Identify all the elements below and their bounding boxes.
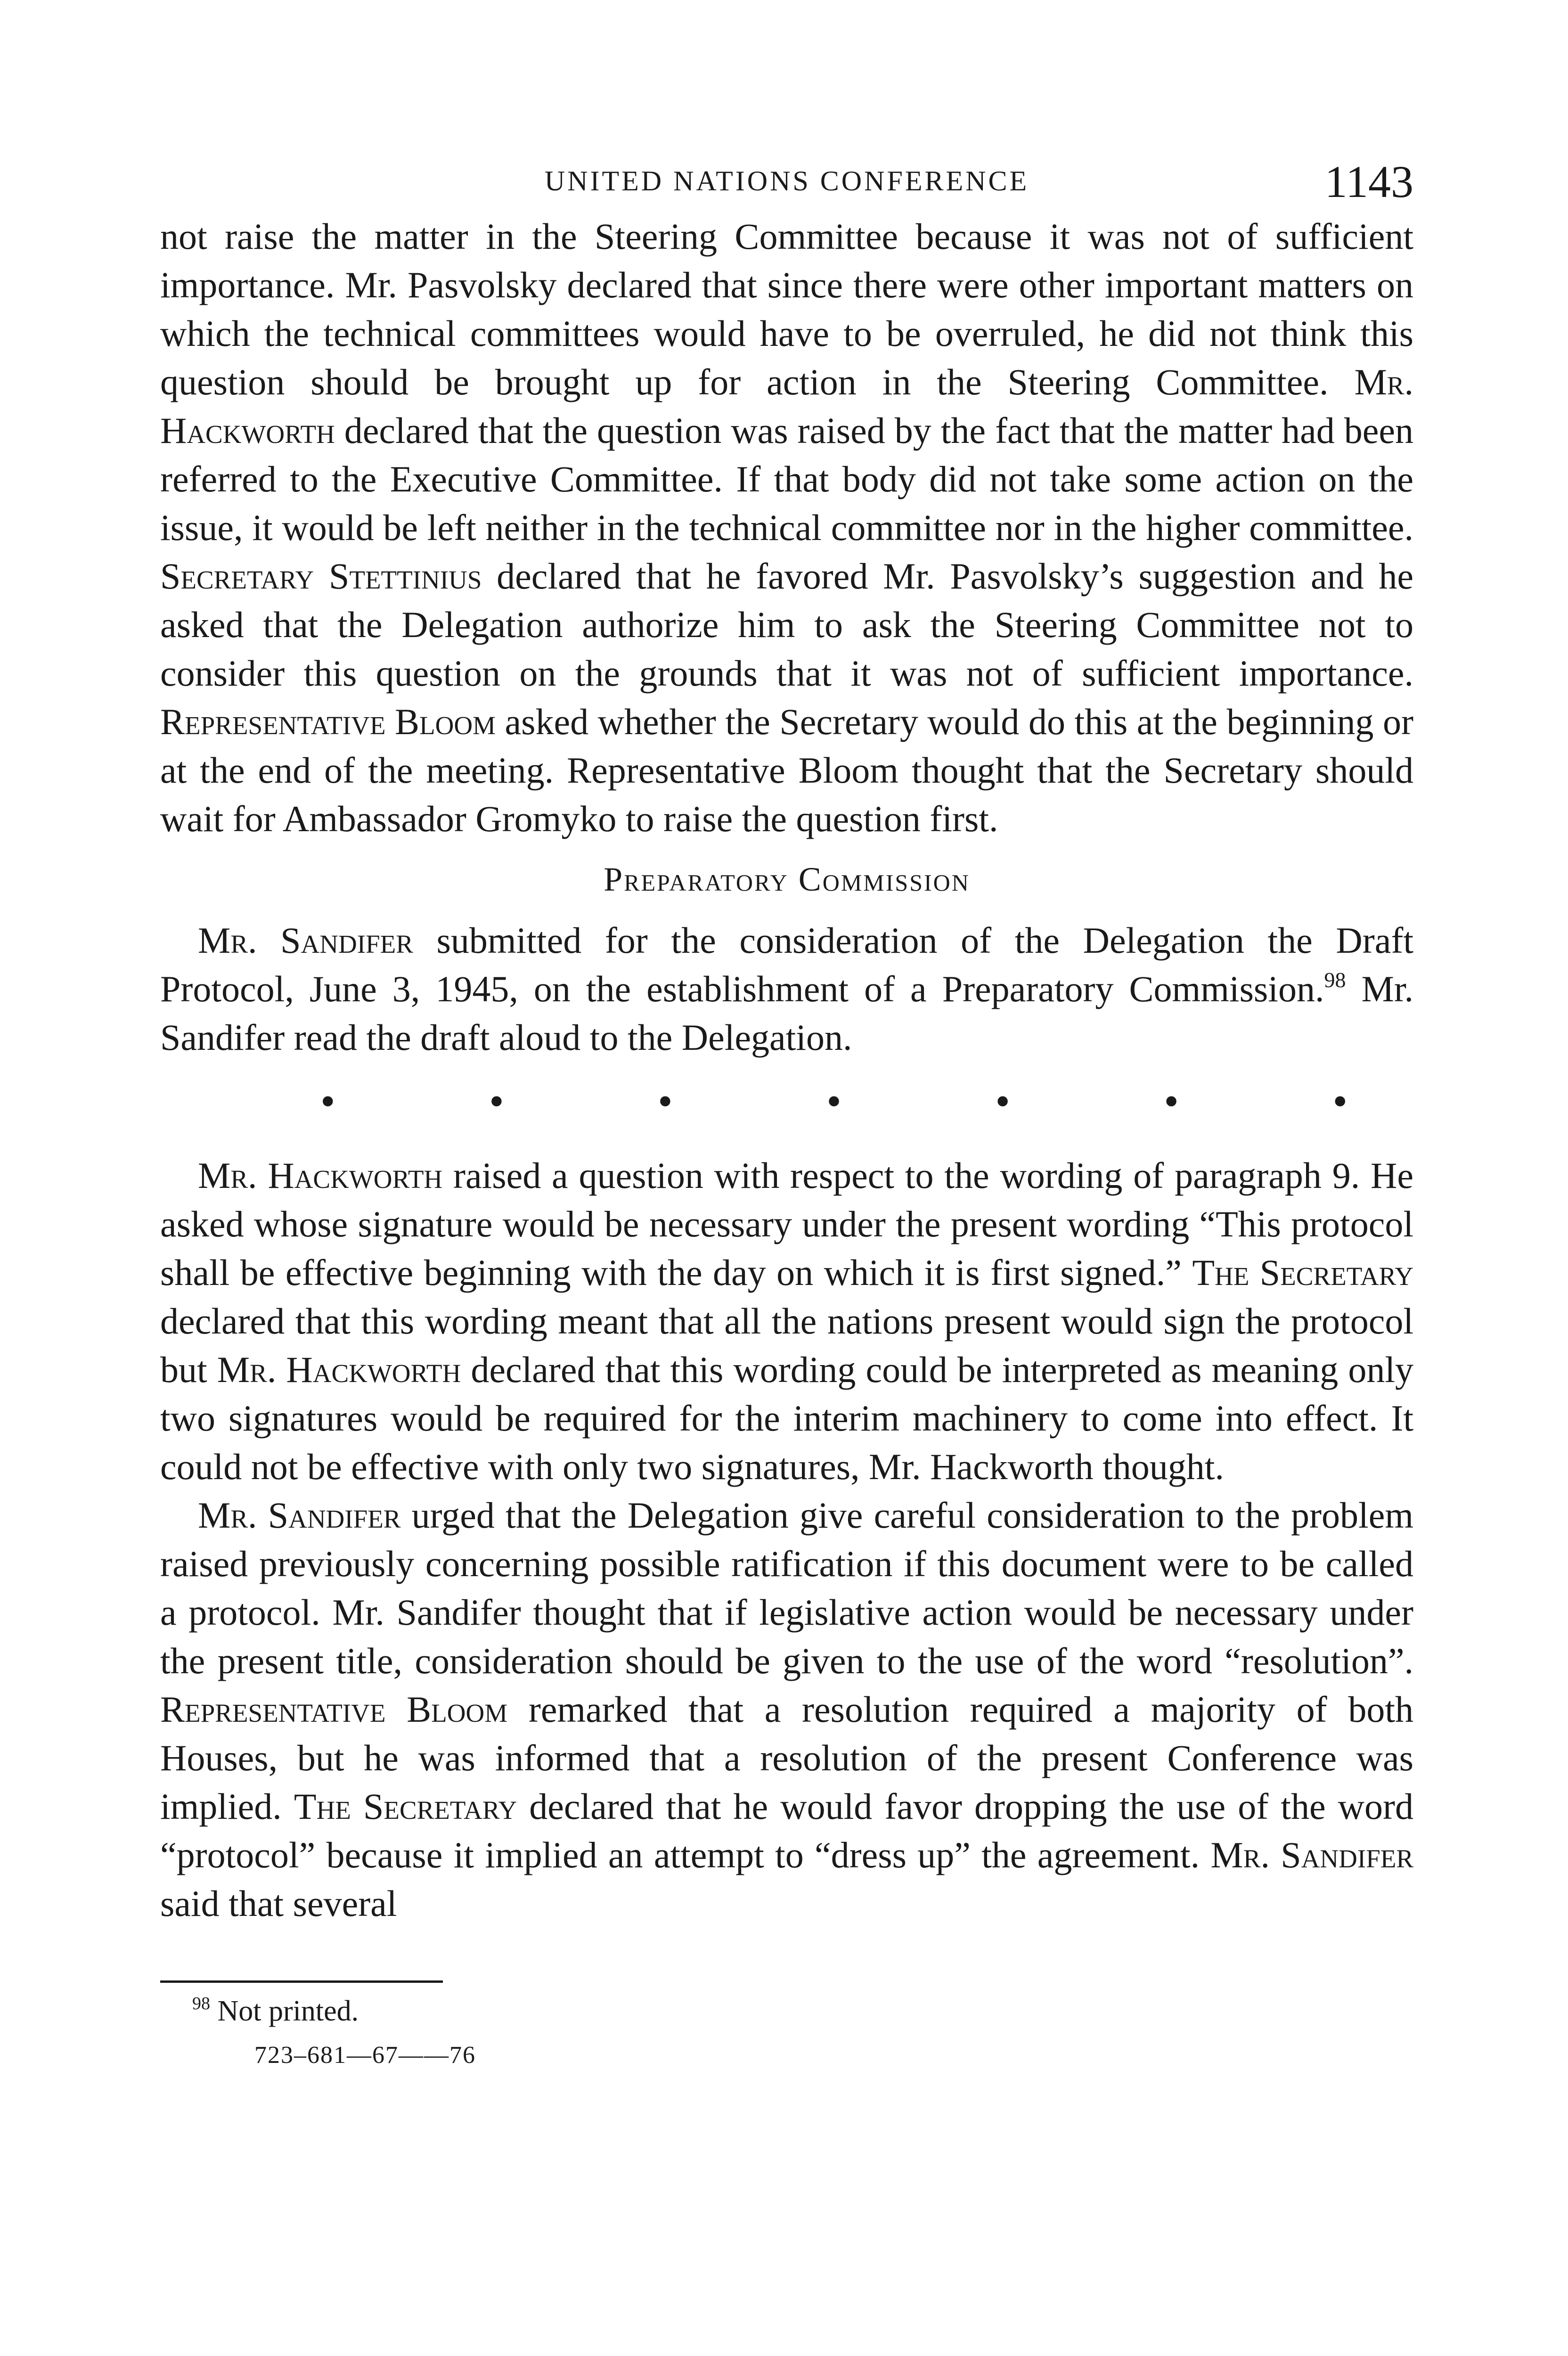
footnote	[160, 1992, 1413, 2030]
speaker-name: The Secretary	[1192, 1252, 1413, 1293]
section-heading: Preparatory Commission	[604, 860, 970, 898]
omission-dot: •	[489, 1078, 504, 1125]
omission-dot: •	[1164, 1078, 1179, 1125]
print-code: 723–681—67——76	[254, 2042, 476, 2069]
footnote-mark: 98	[192, 1994, 210, 2013]
running-head	[160, 155, 1413, 207]
text-run: remarked that a resolution required a majority of both Houses, but he was informed that a resolution of the present Conference was implied.	[160, 1689, 1413, 1827]
speaker-name: Mr. Sandifer	[1210, 1834, 1413, 1875]
paragraph-continued	[160, 212, 1413, 843]
speaker-name: Representative Bloom	[160, 701, 496, 742]
text-run: declared that this wording could be interpreted as meaning only two signatures would be required for the interim machinery to come into effect. It could not be effective with only two signatures, Mr. Hackworth thought.	[160, 1349, 1413, 1487]
footnote-text: Not printed.	[210, 1995, 359, 2027]
speaker-name: Mr. Hackworth	[160, 361, 1413, 451]
text-run: asked whether the Secretary would do this at the beginning or at the end of the meeting. Representative Bloom thought that the Secretary should wait for Ambassador Gromyko to raise the question first.	[160, 701, 1413, 839]
text-run: said that several	[160, 1883, 397, 1924]
speaker-name: Mr. Sandifer	[198, 1495, 401, 1536]
body-text	[160, 212, 1413, 1928]
footnote-rule	[160, 1980, 443, 1983]
omission-dot: •	[320, 1078, 335, 1125]
speaker-name: Representative Bloom	[160, 1689, 508, 1730]
paragraph	[160, 916, 1413, 1062]
paragraph	[160, 1151, 1413, 1491]
text-run: declared that he favored Mr. Pasvolsky’s suggestion and he asked that the Delegation authorize him to ask the Steering Committee not to consider this question on the grounds that it was not of sufficient importance.	[160, 556, 1413, 694]
speaker-name: The Secretary	[294, 1786, 517, 1827]
text-run: submitted for the consideration of the Delegation the Draft Protocol, June 3, 1945, on the establishment of a Preparatory Commission.	[160, 920, 1414, 1009]
omission-dot: •	[658, 1078, 673, 1125]
speaker-name: Mr. Hackworth	[217, 1349, 461, 1390]
text-run: declared that this wording meant that all the nations present would sign the protocol but	[160, 1301, 1413, 1390]
text-run: declared that the question was raised by the fact that the matter had been referred to the Executive Committee. If that body did not take some action on the issue, it would be left neither in the technical committee nor in the higher committee.	[160, 410, 1413, 548]
text-run: Mr. Sandifer read the draft aloud to the Delegation.	[160, 968, 1413, 1058]
page-number: 1143	[1324, 156, 1413, 207]
document-page	[160, 155, 1413, 2074]
footnote-reference: 98	[1324, 968, 1346, 992]
omission-dot: •	[826, 1078, 841, 1125]
speaker-name: Mr. Sandifer	[198, 920, 413, 961]
text-run: not raise the matter in the Steering Committee because it was not of sufficient importance. Mr. Pasvolsky declared that since there were other important matters on which the technical committees would have to be overruled, he did not think this question should be brought up for action in the Steering Committee.	[160, 216, 1413, 402]
omission-dots	[160, 1080, 1413, 1123]
text-run: urged that the Delegation give careful consideration to the problem raised previously concerning possible ratification if this document were to be called a protocol. Mr. Sandifer thought that if legislative action would be necessary under the present title, consideration should be given to the use of the word “resolution”.	[160, 1495, 1413, 1681]
paragraph	[160, 1491, 1413, 1928]
text-run: raised a question with respect to the wording of paragraph 9. He asked whose signature would be necessary under the present wording “This protocol shall be effective beginning with the day on which it is first signed.”	[160, 1155, 1413, 1293]
text-run: declared that he would favor dropping the use of the word “protocol” because it implied an attempt to “dress up” the agreement.	[160, 1786, 1413, 1875]
speaker-name: Secretary Stettinius	[160, 556, 482, 597]
omission-dot: •	[995, 1078, 1010, 1125]
speaker-name: Mr. Hackworth	[198, 1155, 443, 1196]
omission-dot: •	[1332, 1078, 1348, 1125]
running-title: UNITED NATIONS CONFERENCE	[544, 165, 1029, 196]
